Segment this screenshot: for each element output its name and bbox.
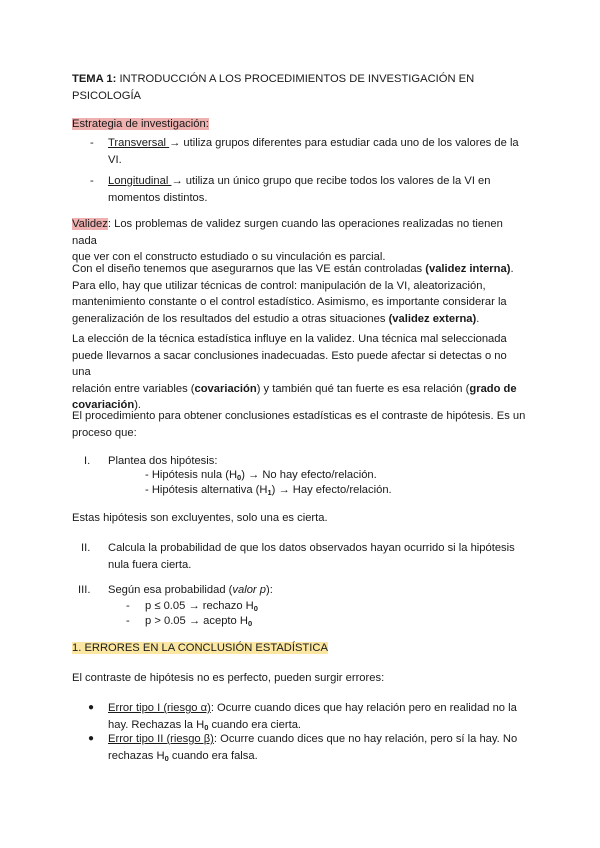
- transversal-text-1: utiliza grupos diferentes para estudiar cada uno de los valores de la: [180, 137, 519, 149]
- section-heading-text: 1. ERRORES EN LA CONCLUSIÓN ESTADÍSTICA: [72, 642, 328, 654]
- validez-term: Validez: [72, 218, 108, 230]
- term-longitudinal: Longitudinal: [108, 175, 172, 187]
- acepto-text: p > 0.05 → acepto H: [145, 615, 248, 627]
- procedimiento-paragraph: [72, 408, 528, 441]
- title-line2: PSICOLOGÍA: [72, 89, 142, 102]
- h1-subscript: 1: [267, 488, 272, 497]
- validez-interna: (validez interna): [425, 263, 511, 275]
- eleccion-l4b: ).: [134, 399, 142, 411]
- paso3-l1c: ):: [266, 584, 273, 596]
- bullet-icon: ●: [88, 702, 95, 713]
- longitudinal-text-1: utiliza un único grupo que recibe todos los valores de la VI en: [182, 175, 491, 187]
- procedimiento-l1: El procedimiento para obtener conclusiones estadísticas es el contraste de hipótesis. Es un: [72, 410, 526, 422]
- error-tipo-2-l2a: rechazas H: [108, 749, 165, 762]
- title-line1: INTRODUCCIÓN A LOS PROCEDIMIENTOS DE INVESTIGACIÓN EN: [116, 73, 475, 85]
- eleccion-l3a: relación entre variables (: [72, 382, 195, 395]
- h0-text-a: - Hipótesis nula (H: [145, 469, 238, 481]
- roman-numeral: III.: [78, 584, 91, 596]
- valor-p: valor p: [232, 584, 266, 596]
- paso3-l1a: Según esa probabilidad (: [108, 584, 233, 596]
- h0-text-b: ) → No hay efecto/relación.: [241, 469, 377, 481]
- eleccion-l2: puede llevarnos a sacar conclusiones inadecuadas. Esto puede afectar si detectas o no una: [72, 349, 507, 378]
- eleccion-l1: La elección de la técnica estadística influye en la validez. Una técnica mal seleccionada: [72, 333, 507, 345]
- error-tipo-2-l2b: cuando era falsa.: [168, 749, 258, 762]
- rechazo-subscript: 0: [253, 604, 258, 613]
- grado-term-b: covariación: [72, 399, 135, 411]
- acepto-subscript: 0: [247, 619, 253, 628]
- paso-2: [72, 540, 528, 573]
- regla-acepto: [126, 613, 506, 630]
- validez-paragraph: [72, 216, 528, 266]
- error-tipo-1-l2a: hay. Rechazas la H: [108, 718, 205, 731]
- title-prefix: TEMA 1:: [72, 73, 117, 85]
- h0-subscript: 0: [164, 753, 169, 763]
- roman-numeral: II.: [81, 542, 91, 554]
- diseno-l1a: Con el diseño tenemos que asegurarnos que las VE están controladas: [72, 263, 426, 275]
- list-item-longitudinal: [72, 173, 528, 206]
- h1-text-a: - Hipótesis alternativa (H: [145, 484, 268, 496]
- error-tipo-1-l2b: cuando era cierta.: [208, 718, 302, 731]
- arrow-icon: →: [169, 137, 181, 149]
- h0-subscript: 0: [237, 473, 242, 482]
- estrategia-heading: [72, 116, 528, 133]
- list-item-error-tipo-2: [72, 731, 528, 764]
- dash-marker: -: [126, 600, 130, 612]
- roman-numeral: I.: [84, 455, 91, 467]
- diseno-l1c: .: [510, 263, 514, 275]
- paso1-text: Plantea dos hipótesis:: [108, 455, 218, 467]
- list-item-transversal: [72, 135, 528, 168]
- h1-text-b: ) → Hay efecto/relación.: [271, 484, 392, 496]
- bullet-icon: ●: [88, 733, 95, 744]
- rechazo-text: p ≤ 0.05 → rechazo H: [145, 600, 254, 612]
- paso-3: [72, 582, 528, 599]
- transversal-text-2: VI.: [108, 153, 122, 166]
- covariacion-term: covariación: [194, 382, 257, 395]
- eleccion-paragraph: [72, 331, 528, 414]
- hipotesis-alternativa: [145, 482, 525, 499]
- error-tipo-1-term: Error tipo I (riesgo α): [108, 702, 211, 714]
- diseno-l4c: .: [476, 312, 480, 325]
- diseno-l2: Para ello, hay que utilizar técnicas de control: manipulación de la VI, aleatorización,: [72, 279, 486, 292]
- page-title: [72, 71, 528, 104]
- eleccion-l3c: ) y también qué tan fuerte es esa relación (: [256, 382, 470, 395]
- paso2-l2: nula fuera cierta.: [108, 558, 192, 571]
- h0-subscript: 0: [204, 722, 209, 732]
- dash-marker: -: [90, 137, 94, 149]
- diseno-l4a: generalización de los resultados del estudio a otras situaciones: [72, 312, 389, 325]
- estrategia-heading-text: Estrategia de investigación:: [72, 118, 209, 130]
- dash-marker: -: [126, 615, 130, 627]
- grado-term-a: grado de: [469, 382, 517, 395]
- arrow-icon: →: [171, 175, 183, 187]
- validez-line1: : Los problemas de validez surgen cuando las operaciones realizadas no tienen nada: [72, 218, 503, 247]
- error-tipo-2-l1: : Ocurre cuando dices que no hay relación, pero sí la hay. No: [213, 733, 518, 745]
- paso2-l1: Calcula la probabilidad de que los datos observados hayan ocurrido si la hipótesis: [108, 542, 515, 554]
- longitudinal-text-2: momentos distintos.: [108, 191, 208, 204]
- validez-externa: (validez externa): [388, 312, 477, 325]
- diseno-paragraph: [72, 261, 528, 327]
- procedimiento-l2: proceso que:: [72, 426, 137, 439]
- list-item-error-tipo-1: [72, 700, 528, 733]
- error-tipo-1-l1: : Ocurre cuando dices que hay relación pero en realidad no la: [210, 702, 517, 714]
- dash-marker: -: [90, 175, 94, 187]
- errores-intro: El contraste de hipótesis no es perfecto, pueden surgir errores:: [72, 672, 385, 684]
- diseno-l3: mantenimiento constante o el control estadístico. Asimismo, es importante considerar la: [72, 296, 507, 308]
- section-heading-errores: [72, 640, 528, 657]
- excluyentes-text: Estas hipótesis son excluyentes, solo una es cierta.: [72, 512, 328, 524]
- term-transversal: Transversal: [108, 137, 170, 149]
- validez-line2: que ver con el constructo estudiado o su vinculación es parcial.: [72, 251, 386, 263]
- error-tipo-2-term: Error tipo II (riesgo β): [108, 733, 214, 745]
